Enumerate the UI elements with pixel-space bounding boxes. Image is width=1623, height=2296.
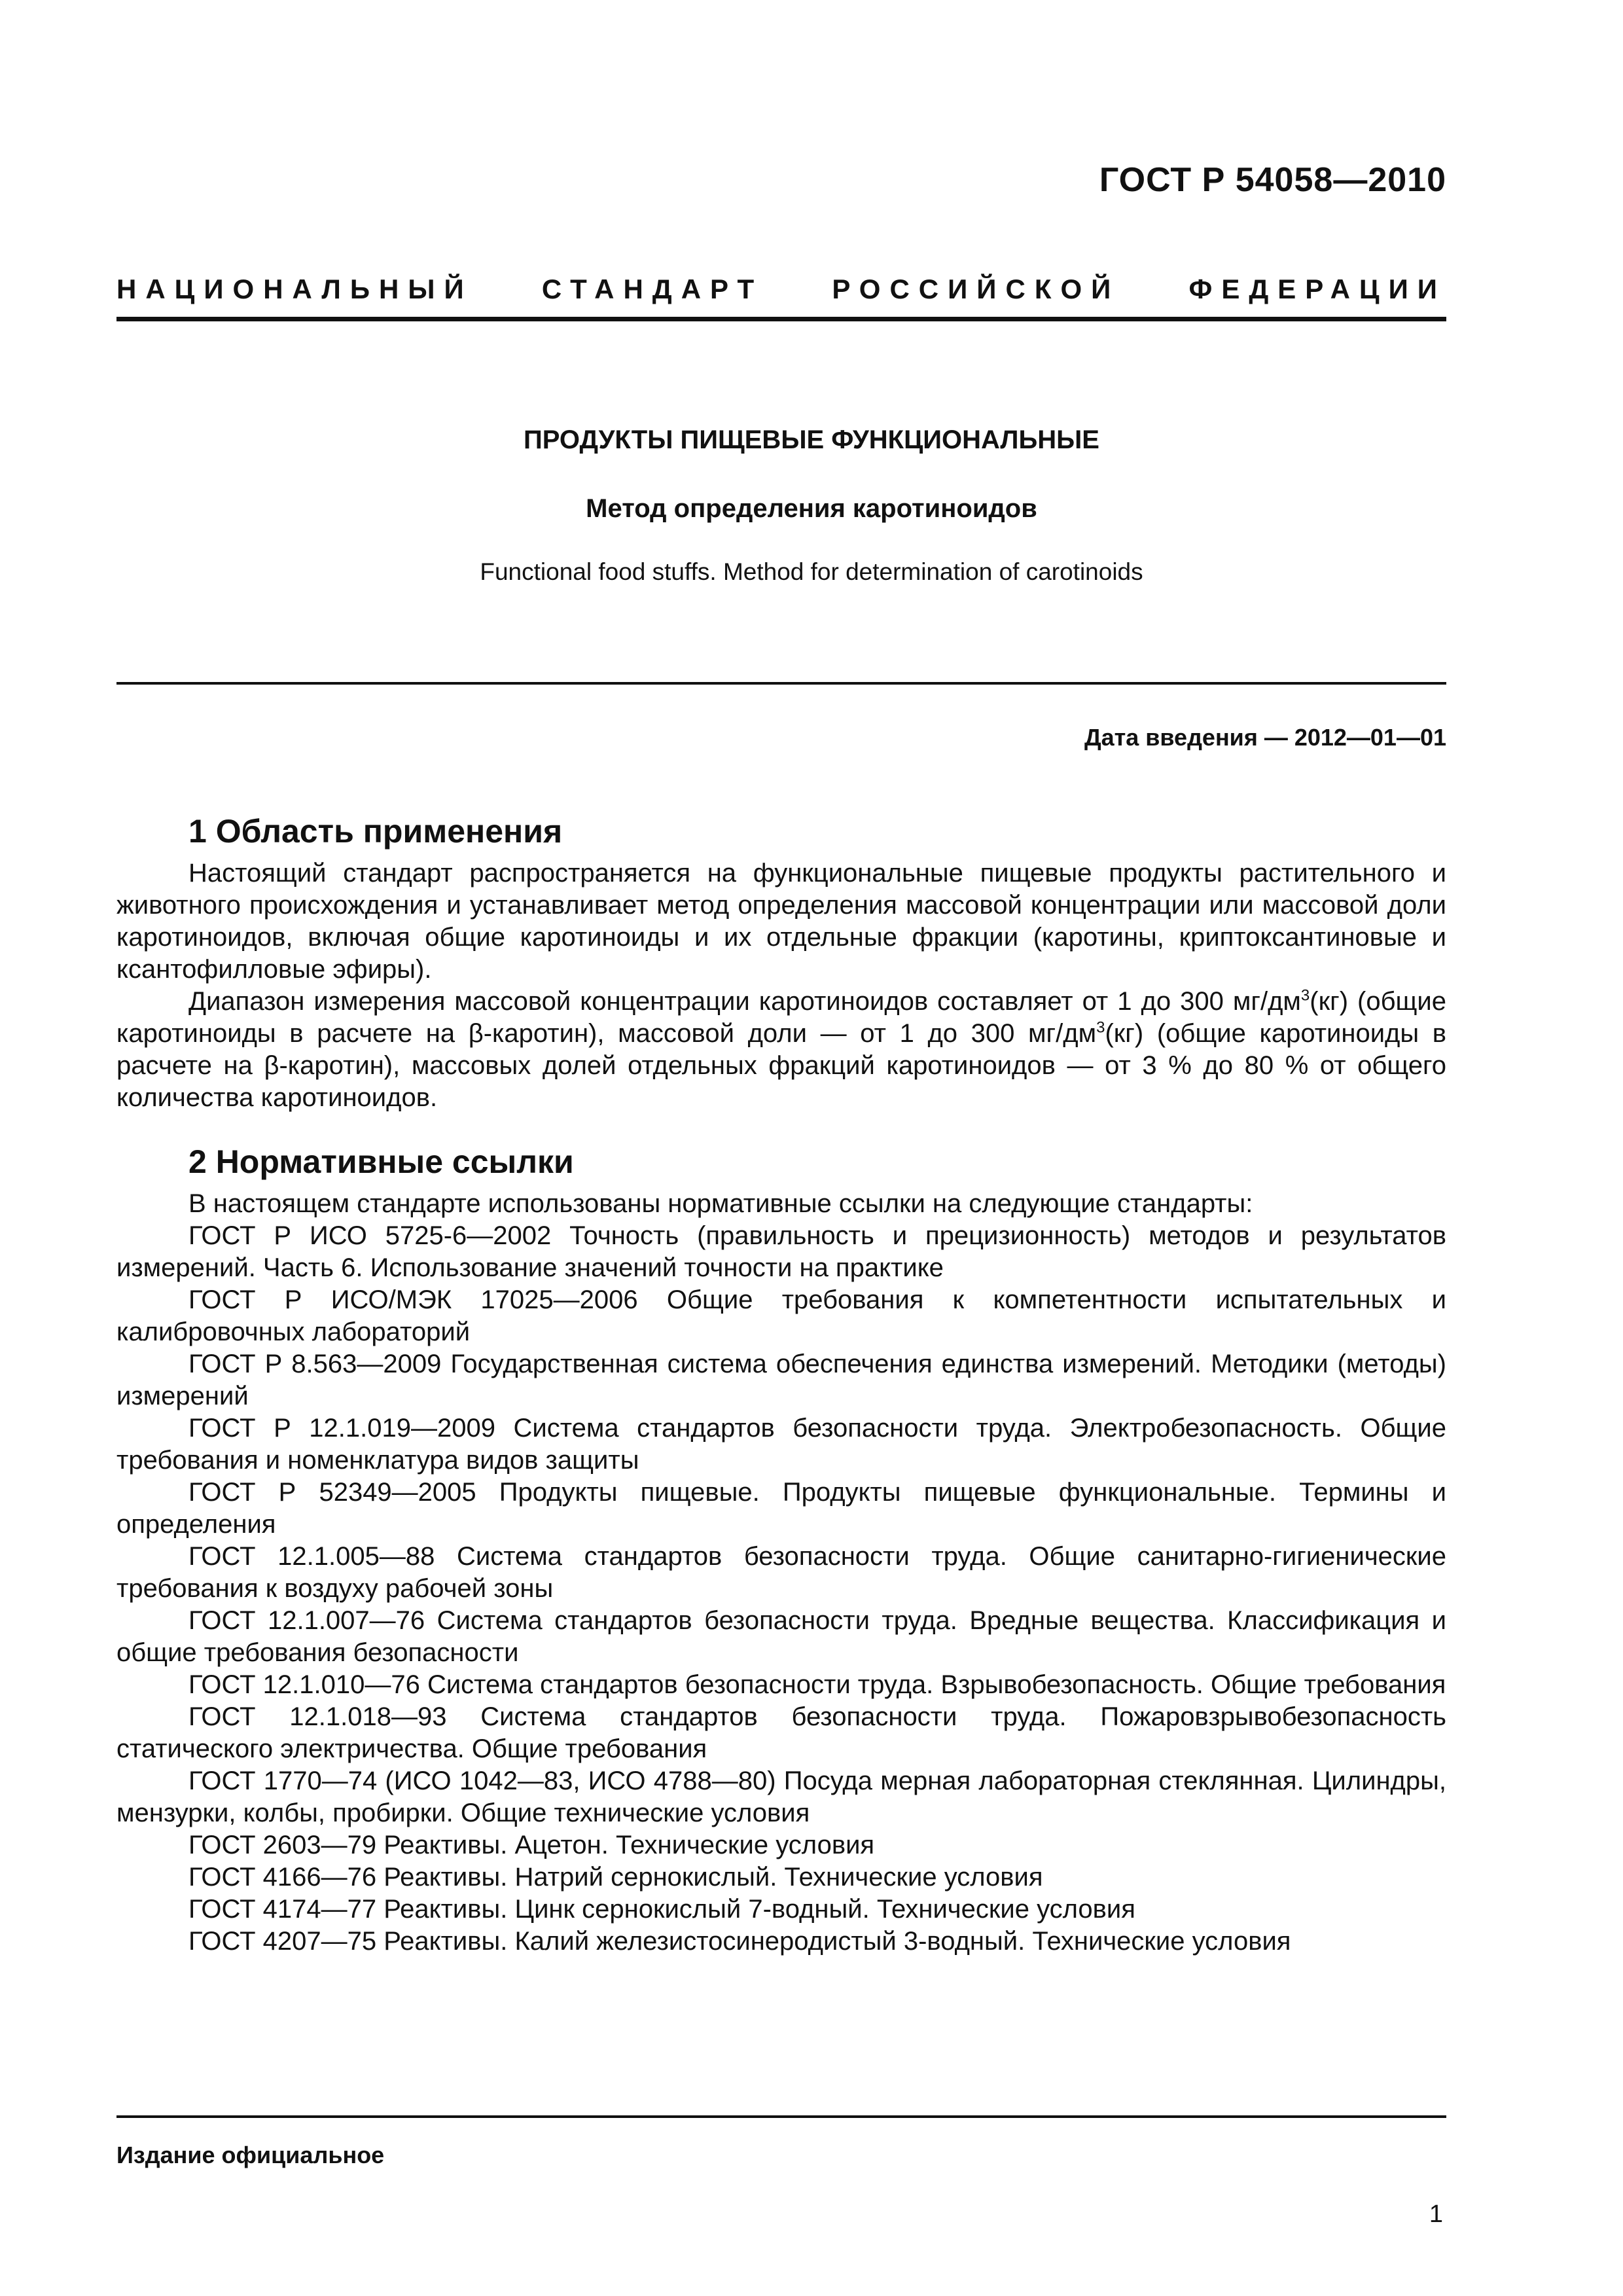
reference-item: ГОСТ 12.1.010—76 Система стандартов безопасности труда. Взрывобезопасность. Общие требования [188, 1670, 1446, 1699]
reference-item: ГОСТ 4166—76 Реактивы. Натрий сернокислый. Технические условия [188, 1863, 1043, 1892]
reference-item: ГОСТ Р 52349—2005 Продукты пищевые. Продукты пищевые функциональные. Термины и определения [116, 1478, 1446, 1539]
range-text-part3: (кг) (общие каротиноиды в расчете на β-каротин), массовых долей отдельных фракций каротиноидов — от 3 % до 80 % от общего количества каротиноидов. [116, 1019, 1447, 1112]
national-standard-title: НАЦИОНАЛЬНЫЙ СТАНДАРТ РОССИЙСКОЙ ФЕДЕРАЦИИ [116, 274, 1446, 304]
range-paragraph [116, 986, 1446, 1114]
superscript-cubic: 3 [1300, 986, 1310, 1005]
reference-item: ГОСТ Р 8.563—2009 Государственная система обеспечения единства измерений. Методики (методы) измерений [116, 1350, 1446, 1410]
document-title: ПРОДУКТЫ ПИЩЕВЫЕ ФУНКЦИОНАЛЬНЫЕ [524, 425, 1099, 454]
section-heading-references: 2 Нормативные ссылки [188, 1143, 574, 1180]
reference-item: ГОСТ 12.1.005—88 Система стандартов безопасности труда. Общие санитарно-гигиенические требования к воздуху рабочей зоны [116, 1542, 1446, 1603]
reference-item: ГОСТ 2603—79 Реактивы. Ацетон. Технические условия [188, 1831, 875, 1859]
reference-item: ГОСТ 4207—75 Реактивы. Калий железистосинеродистый 3-водный. Технические условия [188, 1927, 1291, 1956]
section-normative-references [116, 1142, 1446, 1958]
reference-item: ГОСТ Р ИСО 5725-6—2002 Точность (правильность и прецизионность) методов и результатов измерений. Часть 6. Использование значений точности на практике [116, 1221, 1446, 1282]
english-title: Functional food stuffs. Method for determination of carotinoids [480, 558, 1143, 585]
reference-item: ГОСТ Р 12.1.019—2009 Система стандартов безопасности труда. Электробезопасность. Общие требования и номенклатура видов защиты [116, 1414, 1446, 1475]
reference-item: ГОСТ 1770—74 (ИСО 1042—83, ИСО 4788—80) Посуда мерная лабораторная стеклянная. Цилиндры, мензурки, колбы, пробирки. Общие технические условия [116, 1767, 1446, 1827]
range-text-part1: Диапазон измерения массовой концентрации каротиноидов составляет от 1 до 300 мг/дм [188, 987, 1301, 1016]
reference-item: ГОСТ 12.1.007—76 Система стандартов безопасности труда. Вредные вещества. Классификация и общие требования безопасности [116, 1606, 1446, 1667]
superscript-cubic: 3 [1096, 1018, 1105, 1037]
edition-label: Издание официальное [116, 2142, 385, 2168]
reference-item: ГОСТ 12.1.018—93 Система стандартов безопасности труда. Пожаровзрывобезопасность статического электричества. Общие требования [116, 1702, 1446, 1763]
introduction-date: Дата введения — 2012—01—01 [1084, 724, 1446, 751]
footer-divider [116, 2115, 1446, 2118]
page-number: 1 [1429, 2200, 1443, 2228]
reference-item: ГОСТ Р ИСО/МЭК 17025—2006 Общие требования к компетентности испытательных и калибровочных лабораторий [116, 1285, 1446, 1346]
scope-paragraph: Настоящий стандарт распространяется на функциональные пищевые продукты растительного и животного происхождения и устанавливает метод определения массовой концентрации или массовой доли каротиноидов, включая общие каротиноиды и их отдельные фракции (каротины, криптоксантиновые и ксантофилловые эфиры). [116, 859, 1446, 984]
range-text-part2: (кг) (общие каротиноиды в расчете на β-каротин), массовой доли — от 1 до 300 мг/дм [116, 987, 1446, 1048]
section-scope [116, 812, 1446, 1114]
document-subtitle: Метод определения каротиноидов [586, 494, 1037, 523]
reference-item: ГОСТ 4174—77 Реактивы. Цинк сернокислый 7-водный. Технические условия [188, 1895, 1135, 1924]
document-code: ГОСТ Р 54058—2010 [1099, 161, 1446, 199]
section-heading-scope: 1 Область применения [188, 813, 563, 850]
header-divider [116, 317, 1446, 321]
title-divider [116, 682, 1446, 685]
references-intro: В настоящем стандарте использованы нормативные ссылки на следующие стандарты: [188, 1189, 1253, 1218]
